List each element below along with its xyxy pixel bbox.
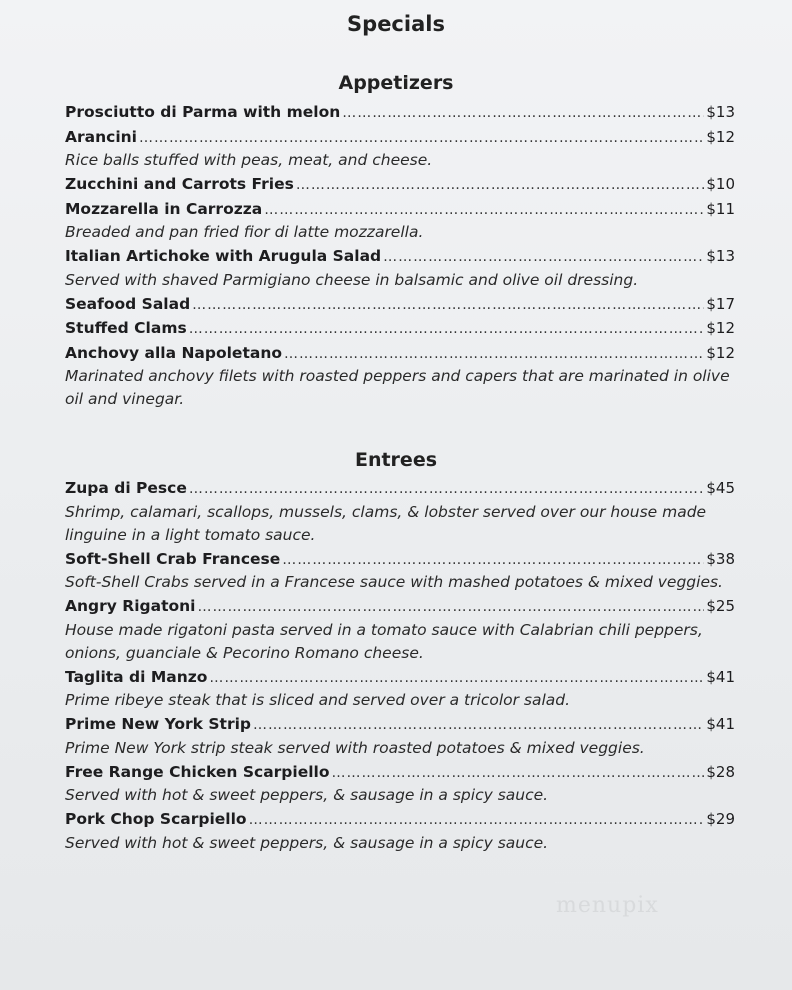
menu-item xyxy=(65,316,735,341)
menu-item-row xyxy=(65,100,735,125)
menu-item-price: $12 xyxy=(706,319,735,337)
menu-item-price: $29 xyxy=(706,810,735,828)
dot-leader xyxy=(197,595,704,619)
menu-item-price: $12 xyxy=(706,127,735,146)
menu-item-price: $13 xyxy=(706,103,735,121)
menu-item xyxy=(65,341,735,412)
menu-item-row xyxy=(65,125,735,150)
menu-item xyxy=(65,760,735,808)
dot-leader xyxy=(383,245,704,269)
dot-leader xyxy=(209,666,704,690)
menu-item-name: Pork Chop Scarpiello xyxy=(65,810,247,828)
dot-leader xyxy=(253,713,704,737)
dot-leader xyxy=(264,198,704,222)
menu-item-name: Italian Artichoke with Arugula Salad xyxy=(65,247,382,265)
menu-item xyxy=(65,244,735,292)
menu-item-row xyxy=(65,292,735,317)
menu-item xyxy=(65,125,735,173)
menu-item-description: Rice balls stuffed with peas, meat, and cheese. xyxy=(65,151,433,169)
dot-leader xyxy=(342,101,704,125)
menu-item-name: Zupa di Pesce xyxy=(65,479,187,497)
menu-item-description: Soft-Shell Crabs served in a Francese sauce with mashed potatoes & mixed veggies. xyxy=(65,573,723,591)
menu-item-price: $25 xyxy=(706,597,735,615)
menu-item-name: Angry Rigatoni xyxy=(65,597,196,615)
menu-item-price: $28 xyxy=(706,762,735,781)
watermark-logo: menupix xyxy=(556,893,659,918)
menu-item xyxy=(65,100,735,125)
menu-item-price: $41 xyxy=(706,667,735,686)
menu-item xyxy=(65,197,735,245)
menu-item-row xyxy=(65,316,735,341)
dot-leader xyxy=(282,548,704,572)
dot-leader xyxy=(332,761,705,785)
menu-item-row xyxy=(65,172,735,197)
menu-item-name: Prosciutto di Parma with melon xyxy=(65,103,341,121)
entrees-heading: Entrees xyxy=(354,449,438,471)
page-title: Specials xyxy=(347,12,445,36)
menu-item xyxy=(65,665,735,713)
menu-item-row xyxy=(65,807,735,832)
menu-item-price: $17 xyxy=(706,294,735,313)
menu-item-description: Prime ribeye steak that is sliced and served over a tricolor salad. xyxy=(65,691,571,709)
menu-item xyxy=(65,292,735,317)
menu-item xyxy=(65,712,735,760)
menu-item-description: Served with hot & sweet peppers, & sausage in a spicy sauce. xyxy=(65,786,549,804)
menu-item-name: Taglita di Manzo xyxy=(65,667,208,686)
menu-item-row xyxy=(65,594,735,619)
menu-item-description: Shrimp, calamari, scallops, mussels, clams, & lobster served over our house made linguine in a light tomato sauce. xyxy=(65,502,707,544)
menu-item-price: $12 xyxy=(706,343,735,362)
dot-leader xyxy=(139,126,704,150)
menu-item-row xyxy=(65,665,735,690)
menu-item-name: Free Range Chicken Scarpiello xyxy=(65,762,330,781)
menu-item-row xyxy=(65,760,735,785)
menu-item-price: $11 xyxy=(706,199,735,218)
dot-leader xyxy=(192,293,704,317)
appetizers-heading: Appetizers xyxy=(338,72,454,94)
menu-item-description: House made rigatoni pasta served in a tomato sauce with Calabrian chili peppers, onions, guanciale & Pecorino Romano cheese. xyxy=(65,620,703,662)
menu-item-row xyxy=(65,244,735,269)
menu-item xyxy=(65,594,735,665)
menu-item-price: $13 xyxy=(706,247,735,265)
menu-item-price: $41 xyxy=(706,715,735,733)
menu-item-name: Stuffed Clams xyxy=(65,319,187,337)
watermark-divider xyxy=(555,882,715,883)
menu-item xyxy=(65,172,735,197)
dot-leader xyxy=(189,317,705,341)
dot-leader xyxy=(284,342,704,366)
menu-item-name: Seafood Salad xyxy=(65,294,191,313)
menu-item-price: $38 xyxy=(706,549,735,568)
menu-item-description: Served with hot & sweet peppers, & sausage in a spicy sauce. xyxy=(65,833,549,852)
menu-item xyxy=(65,476,735,547)
menu-item-row xyxy=(65,547,735,572)
menu-item-row xyxy=(65,197,735,222)
menu-item-price: $45 xyxy=(706,479,735,497)
menu-item xyxy=(65,807,735,855)
menu-item-name: Zucchini and Carrots Fries xyxy=(65,175,294,193)
menu-item-description: Breaded and pan fried fior di latte mozzarella. xyxy=(65,223,424,241)
dot-leader xyxy=(189,477,705,501)
menu-item-row xyxy=(65,341,735,366)
entrees-list xyxy=(65,476,735,855)
menu-item-name: Prime New York Strip xyxy=(65,715,251,733)
menu-item-price: $10 xyxy=(706,175,735,193)
menu-item-name: Soft-Shell Crab Francese xyxy=(65,549,281,568)
dot-leader xyxy=(296,173,705,197)
menu-item-name: Arancini xyxy=(65,127,137,146)
dot-leader xyxy=(249,808,705,832)
menu-item-name: Anchovy alla Napoletano xyxy=(65,343,282,362)
appetizers-list xyxy=(65,100,735,411)
menu-item xyxy=(65,547,735,595)
menu-item-row xyxy=(65,712,735,737)
menu-item-description: Prime New York strip steak served with roasted potatoes & mixed veggies. xyxy=(65,738,645,757)
menu-item-description: Marinated anchovy filets with roasted peppers and capers that are marinated in olive oil and vinegar. xyxy=(65,367,730,408)
menu-item-name: Mozzarella in Carrozza xyxy=(65,199,263,218)
menu-item-description: Served with shaved Parmigiano cheese in balsamic and olive oil dressing. xyxy=(65,270,639,289)
menu-item-row xyxy=(65,476,735,501)
